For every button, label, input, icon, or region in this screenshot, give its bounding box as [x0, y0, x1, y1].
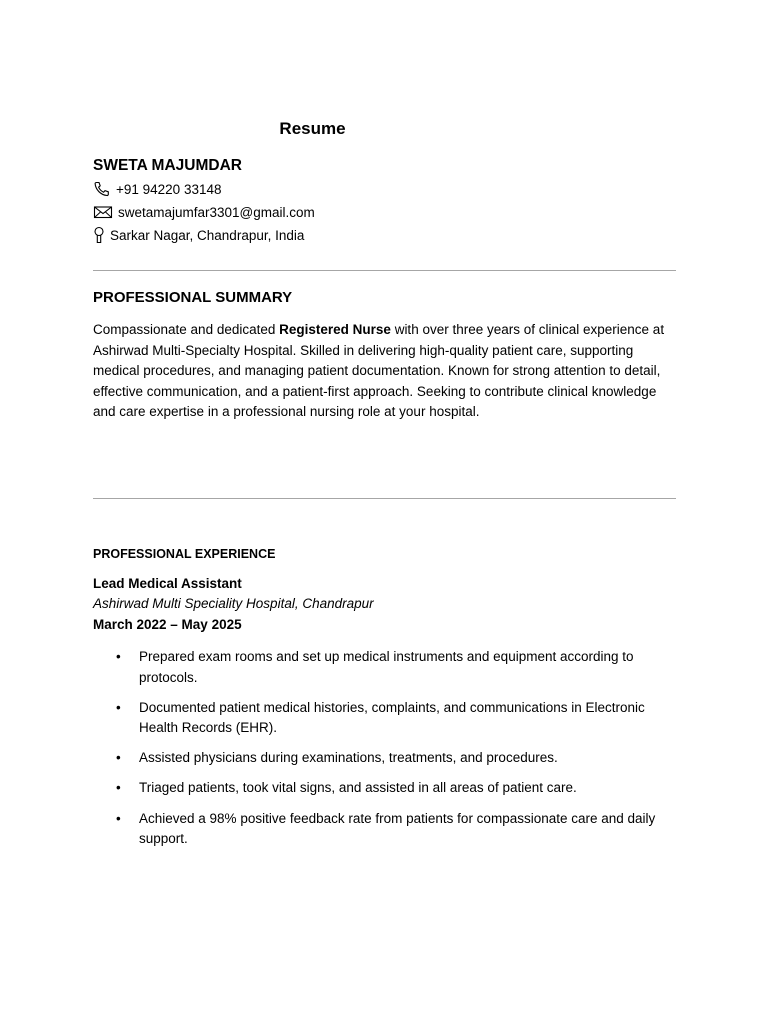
- document-title: Resume: [279, 119, 346, 138]
- summary-heading: PROFESSIONAL SUMMARY: [93, 289, 293, 306]
- bullet-glyph: •: [116, 649, 121, 664]
- contact-email: [93, 202, 315, 222]
- bullet-glyph: •: [116, 810, 121, 826]
- bullet-glyph: •: [116, 750, 121, 766]
- email-address: swetamajumfar3301@gmail.com: [118, 204, 315, 220]
- job-organization: Ashirwad Multi Speciality Hospital, Chandrapur: [93, 596, 374, 611]
- bullet-text: Prepared exam rooms and set up medical instruments and equipment according to protocols.: [139, 649, 634, 685]
- bullet-glyph: •: [116, 780, 121, 796]
- bullet-text: Achieved a 98% positive feedback rate from patients for compassionate care and daily support.: [139, 810, 656, 847]
- list-item: [93, 647, 683, 688]
- bullet-glyph: •: [116, 699, 121, 715]
- list-item: [93, 698, 683, 739]
- location-pin-icon: [93, 226, 105, 244]
- envelope-icon: [93, 205, 113, 219]
- section-divider: [93, 270, 676, 271]
- phone-number: +91 94220 33148: [116, 181, 222, 197]
- summary-text-start: Compassionate and dedicated: [93, 322, 280, 337]
- experience-bullet-list: [93, 647, 683, 859]
- section-divider: [93, 498, 676, 499]
- list-item: [93, 809, 683, 850]
- address-text: Sarkar Nagar, Chandrapur, India: [110, 227, 305, 243]
- phone-icon: [93, 181, 111, 197]
- contact-address: [93, 225, 304, 245]
- candidate-name: SWETA MAJUMDAR: [93, 157, 242, 174]
- summary-text-end: with over three years of clinical experience at Ashirwad Multi-Specialty Hospital. Skilled in delivering high-quality patient care, supporting medical procedures, and managing patient documentation. Known for strong attention to detail, effective communication, and a patient-first approach. Seeking to contribute clinical knowledge and care expertise in a professional nursing role at your hospital.: [93, 322, 665, 420]
- summary-text-bold: Registered Nurse: [279, 322, 391, 337]
- list-item: [93, 748, 683, 769]
- job-title: Lead Medical Assistant: [93, 576, 242, 591]
- bullet-text: Assisted physicians during examinations, treatments, and procedures.: [139, 750, 558, 766]
- bullet-text: Documented patient medical histories, complaints, and communications in Electronic Health Records (EHR).: [139, 699, 645, 736]
- summary-paragraph: [93, 320, 678, 423]
- list-item: [93, 778, 683, 799]
- job-dates: March 2022 – May 2025: [93, 617, 242, 632]
- contact-phone: [93, 179, 221, 199]
- experience-heading: PROFESSIONAL EXPERIENCE: [93, 547, 276, 561]
- bullet-text: Triaged patients, took vital signs, and assisted in all areas of patient care.: [139, 780, 577, 796]
